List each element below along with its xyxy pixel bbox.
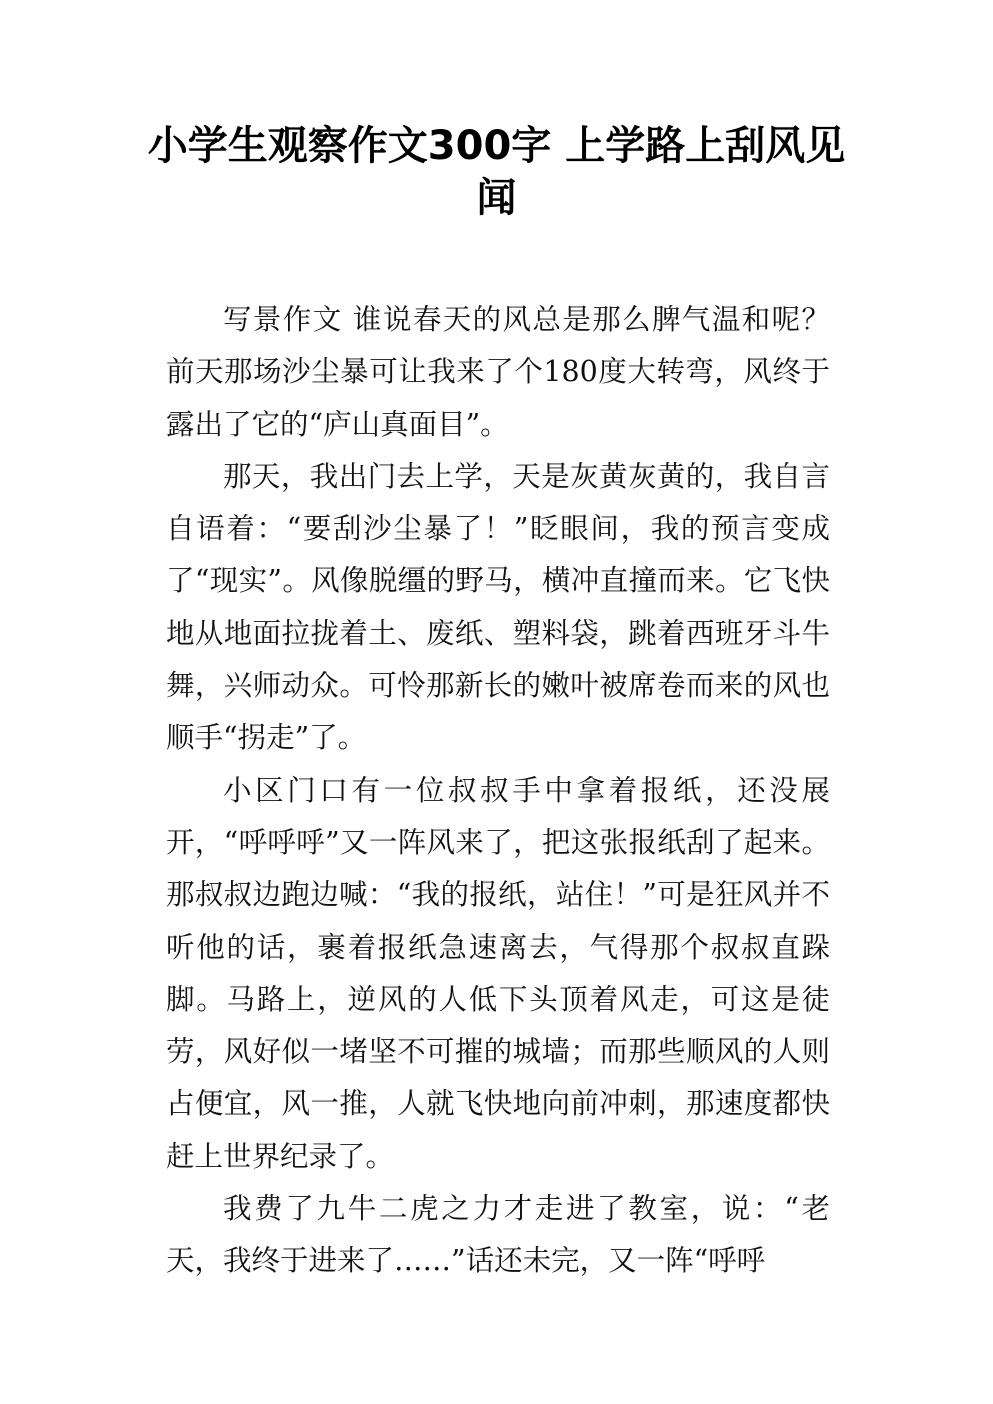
paragraph: 那天，我出门去上学，天是灰黄灰黄的，我自言自语着：“要刮沙尘暴了！”眨眼间，我的预言变成了“现实”。风像脱缰的野马，横冲直撞而来。它飞快地从地面拉拢着土、废纸、塑料袋，跳着西班牙斗牛舞，兴师动众。可怜那新长的嫩叶被席卷而来的风也顺手“拐走”了。 bbox=[166, 459, 830, 755]
paragraph: 写景作文 谁说春天的风总是那么脾气温和呢？前天那场沙尘暴可让我来了个180度大转弯，风终于露出了它的“庐山真面目”。 bbox=[166, 303, 830, 441]
paragraph: 小区门口有一位叔叔手中拿着报纸，还没展开，“呼呼呼”又一阵风来了，把这张报纸刮了起来。那叔叔边跑边喊：“我的报纸，站住！”可是狂风并不听他的话，裹着报纸急速离去，气得那个叔叔直跺脚。马路上，逆风的人低下头顶着风走，可这是徒劳，风好似一堵坚不可摧的城墙；而那些顺风的人则占便宜，风一推，人就飞快地向前冲刺，那速度都快赶上世界纪录了。 bbox=[166, 773, 830, 1173]
document-body bbox=[166, 294, 830, 1288]
paragraph: 我费了九牛二虎之力才走进了教室，说：“老天，我终于进来了……”话还未完，又一阵“呼呼 bbox=[166, 1192, 830, 1278]
document-title: 小学生观察作文300字 上学路上刮风见闻 bbox=[147, 123, 846, 221]
